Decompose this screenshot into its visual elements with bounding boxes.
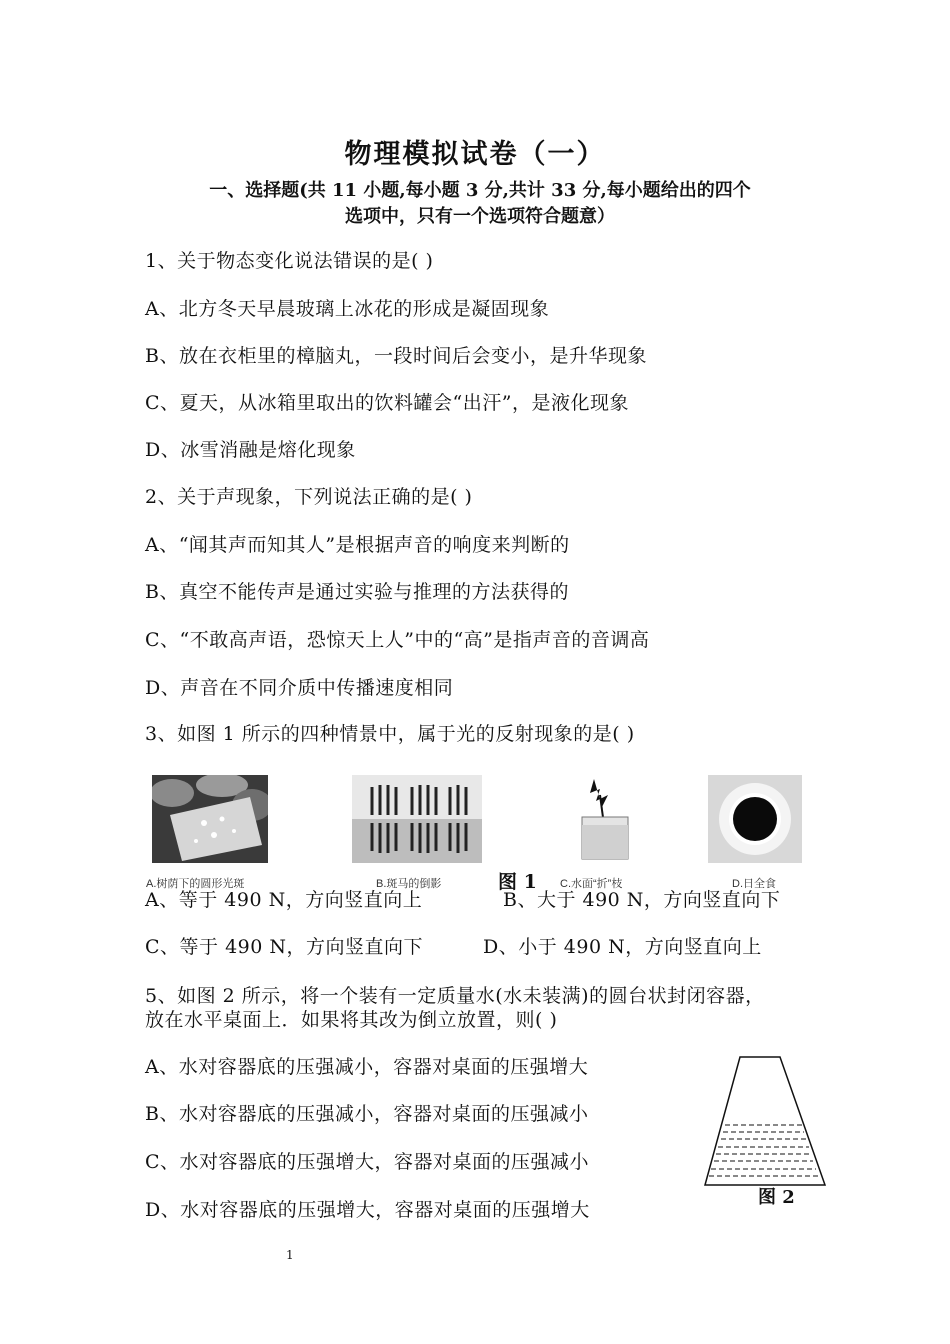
q5-option-b: B、水对容器底的压强减小，容器对桌面的压强减小 <box>145 1103 589 1125</box>
caption-c: C.水面“折”枝 <box>560 878 623 890</box>
caption-d: D.日全食 <box>732 878 776 890</box>
figure-b-zebra-reflection <box>352 775 482 863</box>
q4-option-b: B、大于 490 N，方向竖直向下 <box>503 889 781 911</box>
figure-2-label: 图 2 <box>758 1187 795 1208</box>
q2-option-b: B、真空不能传声是通过实验与推理的方法获得的 <box>145 581 569 603</box>
q4-option-d: D、小于 490 N，方向竖直向上 <box>483 936 762 958</box>
caption-a: A.树荫下的圆形光斑 <box>146 878 245 890</box>
section-heading <box>135 178 825 230</box>
q1-option-a: A、北方冬天早晨玻璃上冰花的形成是凝固现象 <box>145 298 550 320</box>
exam-title: 物理模拟试卷（一） <box>344 139 606 170</box>
q1-option-d: D、冰雪消融是熔化现象 <box>145 439 356 461</box>
q4-option-c: C、等于 490 N，方向竖直向下 <box>145 936 424 958</box>
figure-1-label: 图 1 <box>498 871 537 893</box>
q2-option-d: D、声音在不同介质中传播速度相同 <box>145 677 454 699</box>
q2-option-c: C、“不敢高声语，恐惊天上人”中的“高”是指声音的音调高 <box>145 629 650 651</box>
q5-option-c: C、水对容器底的压强增大，容器对桌面的压强减小 <box>145 1151 590 1173</box>
q5-stem-line1: 5、如图 2 所示，将一个装有一定质量水(水未装满)的圆台状封闭容器， <box>145 985 765 1007</box>
q1-stem: 1、关于物态变化说法错误的是( ) <box>145 250 434 272</box>
page-number: 1 <box>286 1248 294 1262</box>
section-heading-line2: 选项中，只有一个选项符合题意） <box>345 206 615 227</box>
section-heading-line1: 一、选择题(共 11 小题,每小题 3 分,共计 33 分,每小题给出的四个 <box>209 180 751 201</box>
figure-a-tree-shade <box>152 775 268 863</box>
figure-d-solar-eclipse <box>708 775 802 863</box>
q1-option-b: B、放在衣柜里的樟脑丸，一段时间后会变小，是升华现象 <box>145 345 647 367</box>
q5-stem-line2: 放在水平桌面上．如果将其改为倒立放置，则( ) <box>145 1009 558 1031</box>
q2-stem: 2、关于声现象，下列说法正确的是( ) <box>145 486 473 508</box>
figure-1-row <box>140 775 820 893</box>
q5-option-d: D、水对容器底的压强增大，容器对桌面的压强增大 <box>145 1199 590 1221</box>
q5-option-a: A、水对容器底的压强减小，容器对桌面的压强增大 <box>145 1056 589 1078</box>
q4-option-a: A、等于 490 N，方向竖直向上 <box>145 889 423 911</box>
figure-c-bent-branch <box>560 775 650 863</box>
caption-b: B.斑马的倒影 <box>376 878 442 890</box>
q1-option-c: C、夏天，从冰箱里取出的饮料罐会“出汗”，是液化现象 <box>145 392 629 414</box>
q3-stem: 3、如图 1 所示的四种情景中，属于光的反射现象的是( ) <box>145 723 635 745</box>
q2-option-a: A、“闻其声而知其人”是根据声音的响度来判断的 <box>145 534 570 556</box>
